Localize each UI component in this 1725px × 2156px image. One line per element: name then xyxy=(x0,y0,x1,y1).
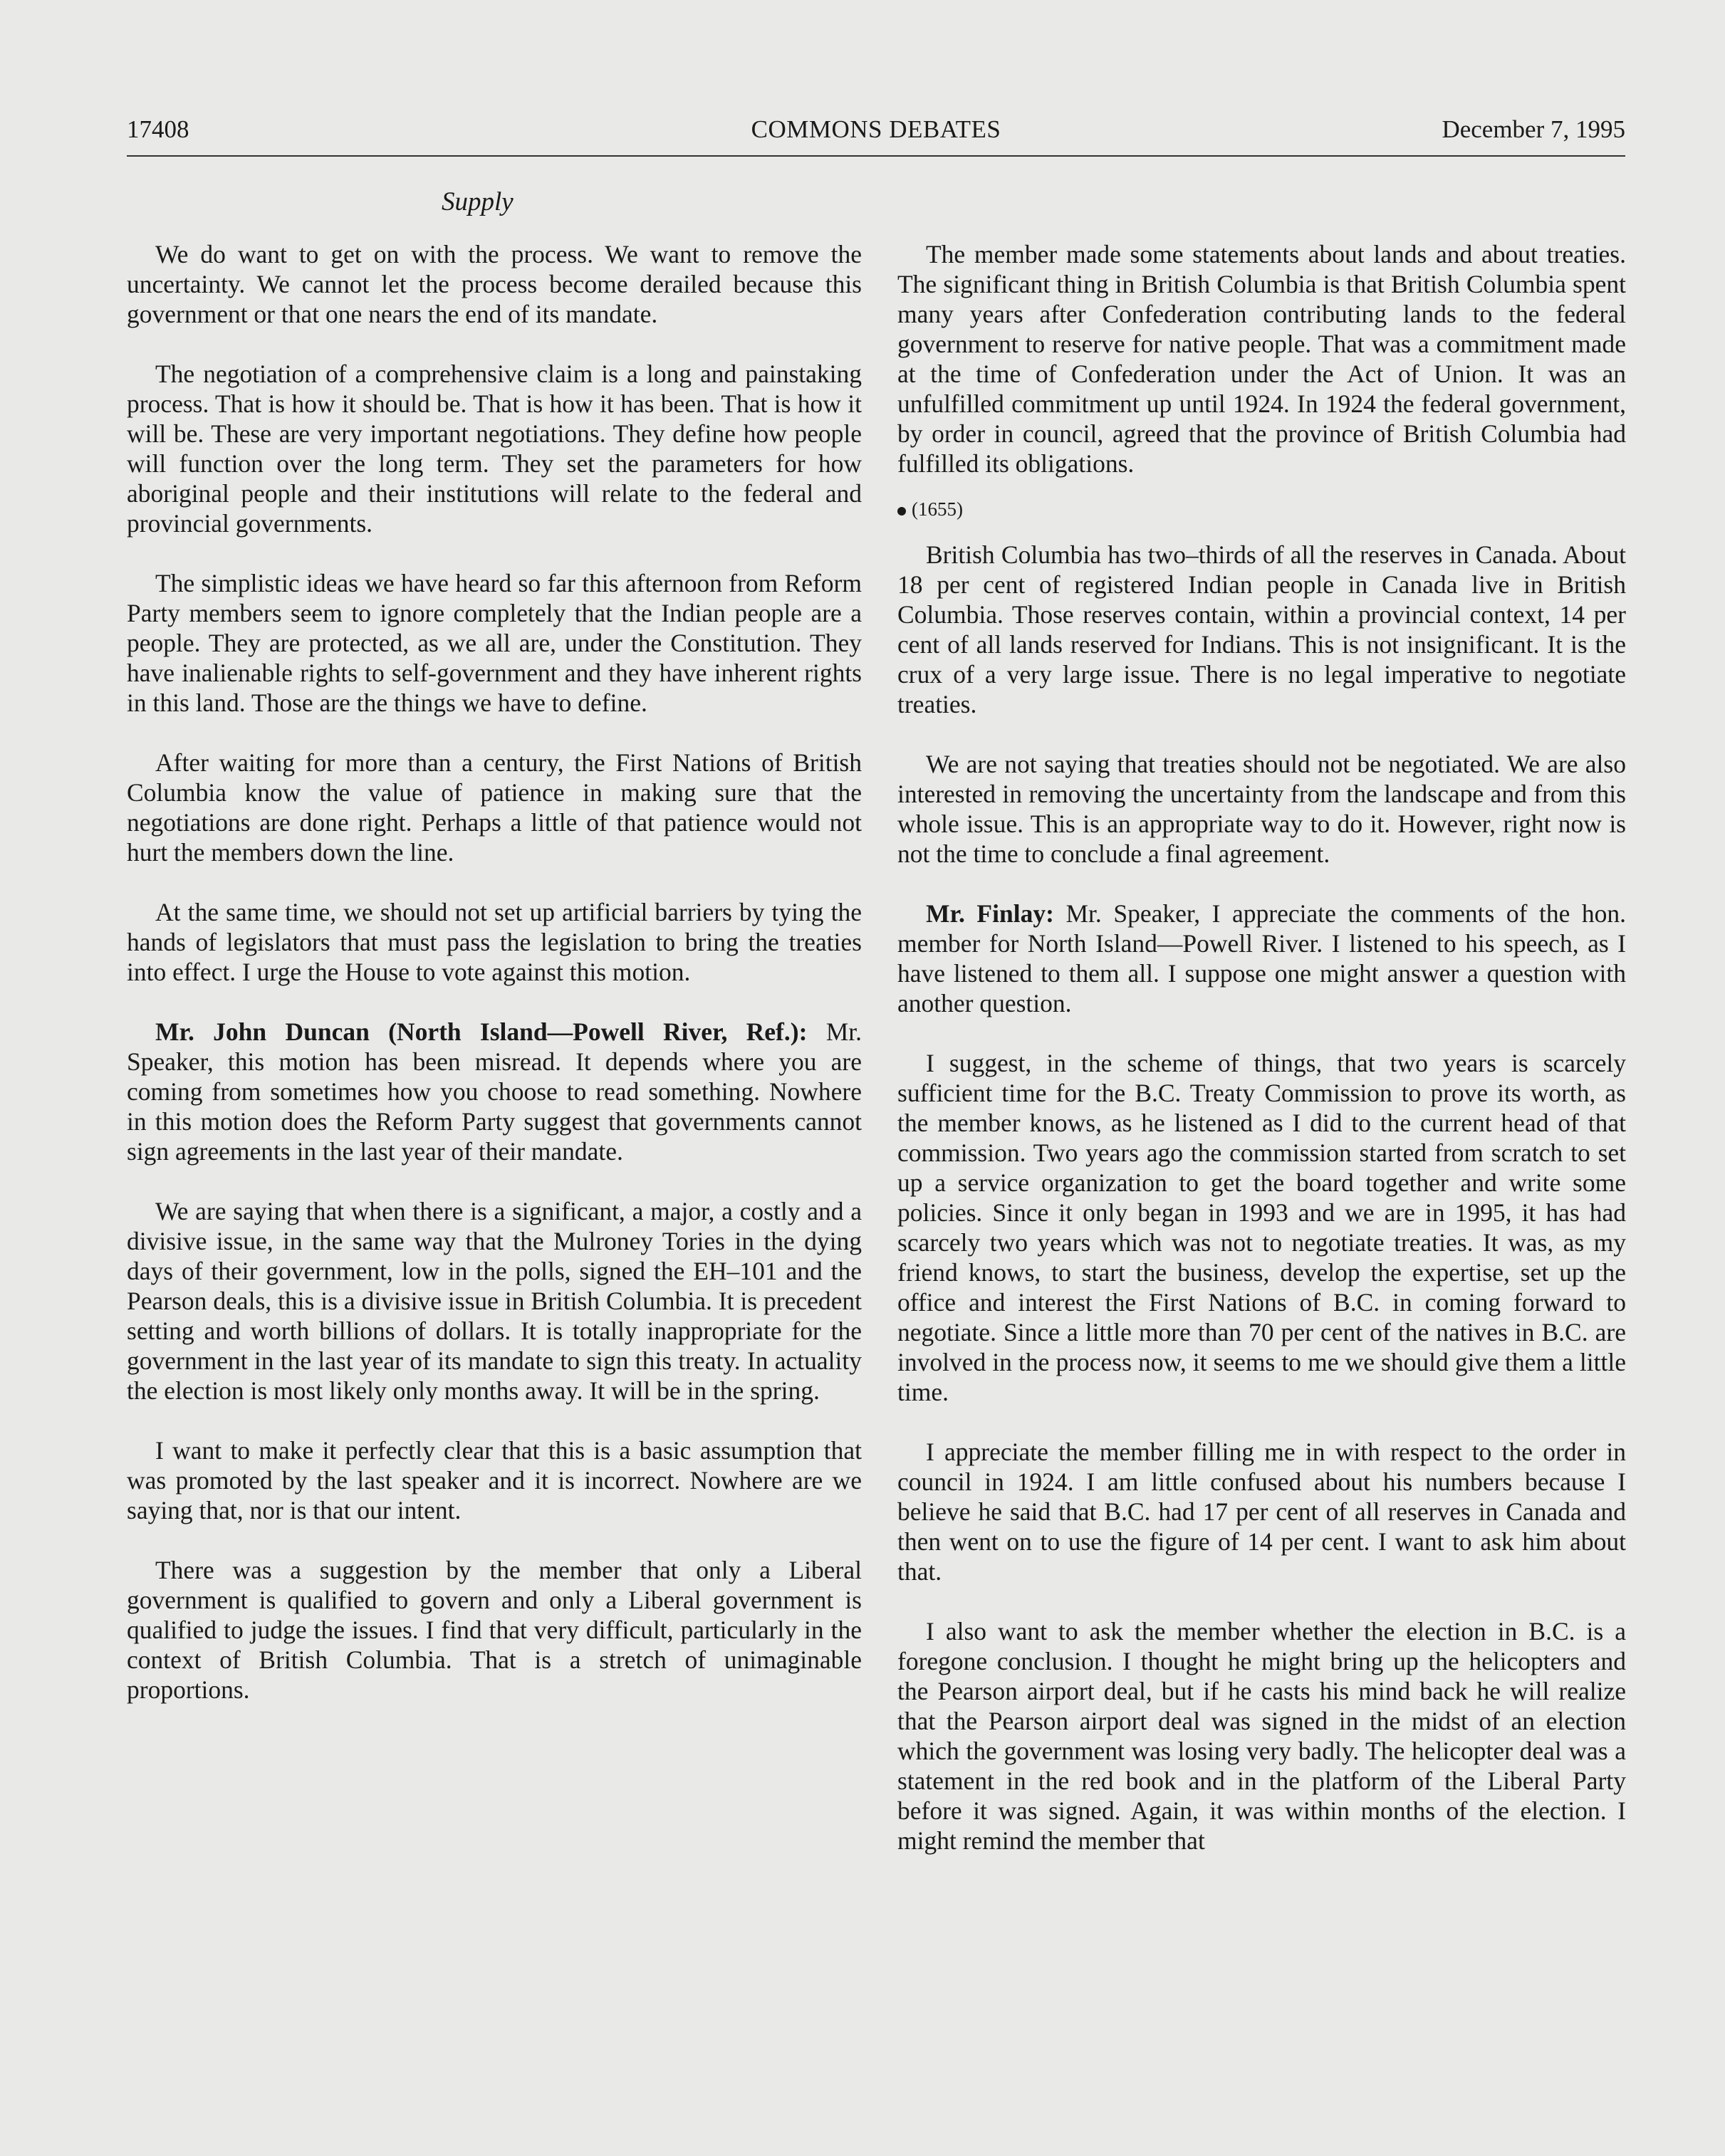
right-column xyxy=(897,239,1626,1856)
section-title: Supply xyxy=(442,187,514,216)
bullet-icon xyxy=(897,507,906,516)
paragraph: After waiting for more than a century, the First Nations of British Columbia know the value of patience in making sure that the negotiations are done right. Perhaps a little of that patience would not hurt the members down the line. xyxy=(127,748,862,867)
header-rule xyxy=(127,155,1625,157)
publication-date: December 7, 1995 xyxy=(1442,115,1625,143)
running-header xyxy=(127,115,1625,151)
page-number: 17408 xyxy=(127,115,189,143)
speech-text: Mr. Speaker, this motion has been misread. It depends where you are coming from sometimes how you choose to read something. Nowhere in this motion does the Reform Party suggest that governments cannot sign agreements in the last year of their mandate. xyxy=(127,1017,862,1166)
paragraph: We are saying that when there is a significant, a major, a costly and a divisive issue, in the same way that the Mulroney Tories in the dying days of their government, low in the polls, signed the EH–101 and the Pearson deals, this is a divisive issue in British Columbia. It is precedent setting and worth billions of dollars. It is totally inappropriate for the government in the last year of its mandate to sign this treaty. In actuality the election is most likely only months away. It will be in the spring. xyxy=(127,1197,862,1405)
paragraph: I also want to ask the member whether the election in B.C. is a foregone conclusion. I thought he might bring up the helicopters and the Pearson airport deal, but if he casts his mind back he will realize that the Pearson airport deal was signed in the midst of an election which the government was losing very badly. The helicopter deal was a statement in the red book and in the platform of the Liberal Party before it was signed. Again, it was within months of the election. I might remind the member that xyxy=(897,1617,1626,1855)
time-marker xyxy=(897,494,1626,524)
speaker-name: Mr. Finlay: xyxy=(926,899,1054,928)
paragraph: The negotiation of a comprehensive claim is a long and painstaking process. That is how it should be. That is how it has been. That is how it will be. These are very important negotiations. They define how people will function over the long term. They set the parameters for how aboriginal people and their institutions will relate to the federal and provincial governments. xyxy=(127,360,862,538)
paragraph: At the same time, we should not set up artificial barriers by tying the hands of legislators that must pass the legislation to bring the treaties into effect. I urge the House to vote against this motion. xyxy=(127,898,862,986)
paragraph: We are not saying that treaties should not be negotiated. We are also interested in removing the uncertainty from the landscape and from this whole issue. This is an appropriate way to do it. However, right now is not the time to conclude a final agreement. xyxy=(897,750,1626,868)
timestamp-text: (1655) xyxy=(912,498,963,520)
speaker-name: Mr. John Duncan (North Island—Powell River, Ref.): xyxy=(155,1017,808,1046)
speech-paragraph xyxy=(127,1017,862,1166)
paragraph: I suggest, in the scheme of things, that two years is scarcely sufficient time for the B.C. Treaty Commission to prove its worth, as the member knows, as he listened as I did to the current head of that commission. Two years ago the commission started from scratch to set up a service organization to get the board together and write some policies. Since it only began in 1993 and we are in 1995, it has had scarcely two years which was not to negotiate treaties. It was, as my friend knows, to start the business, develop the expertise, set up the office and interest the First Nations of B.C. in coming forward to negotiate. Since a little more than 70 per cent of the natives in B.C. are involved in the process now, it seems to me we should give them a little time. xyxy=(897,1049,1626,1406)
speech-text: Mr. Speaker, I appreciate the comments of the hon. member for North Island—Powell River. I listened to his speech, as I have listened to them all. I suppose one might answer a question with another question. xyxy=(897,899,1626,1017)
paragraph: There was a suggestion by the member that only a Liberal government is qualified to govern and only a Liberal government is qualified to judge the issues. I find that very difficult, particularly in the context of British Columbia. That is a stretch of unimaginable proportions. xyxy=(127,1556,862,1704)
paragraph: We do want to get on with the process. We want to remove the uncertainty. We cannot let the process become derailed because this government or that one nears the end of its mandate. xyxy=(127,240,862,328)
publication-title: COMMONS DEBATES xyxy=(751,115,1001,143)
paragraph: I want to make it perfectly clear that this is a basic assumption that was promoted by the last speaker and it is incorrect. Nowhere are we saying that, nor is that our intent. xyxy=(127,1436,862,1524)
paragraph: The member made some statements about lands and about treaties. The significant thing in British Columbia is that British Columbia spent many years after Confederation contributing lands to the federal government to reserve for native people. That was a commitment made at the time of Confederation under the Act of Union. It was an unfulfilled commitment up until 1924. In 1924 the federal government, by order in council, agreed that the province of British Columbia had fulfilled its obligations. xyxy=(897,240,1626,478)
paragraph: I appreciate the member filling me in with respect to the order in council in 1924. I am little confused about his numbers because I believe he said that B.C. had 17 per cent of all reserves in Canada and then went on to use the figure of 14 per cent. I want to ask him about that. xyxy=(897,1438,1626,1586)
left-column xyxy=(127,239,862,1705)
paragraph: British Columbia has two–thirds of all the reserves in Canada. About 18 per cent of registered Indian people in Canada live in British Columbia. Those reserves contain, within a provincial context, 14 per cent of all lands reserved for Indians. This is not insignificant. It is the crux of a very large issue. There is no legal imperative to negotiate treaties. xyxy=(897,540,1626,718)
speech-paragraph xyxy=(897,899,1626,1018)
paragraph: The simplistic ideas we have heard so far this afternoon from Reform Party members seem to ignore completely that the Indian people are a people. They are protected, as we all are, under the Constitution. They have inalienable rights to self-government and they have inherent rights in this land. Those are the things we have to define. xyxy=(127,569,862,717)
